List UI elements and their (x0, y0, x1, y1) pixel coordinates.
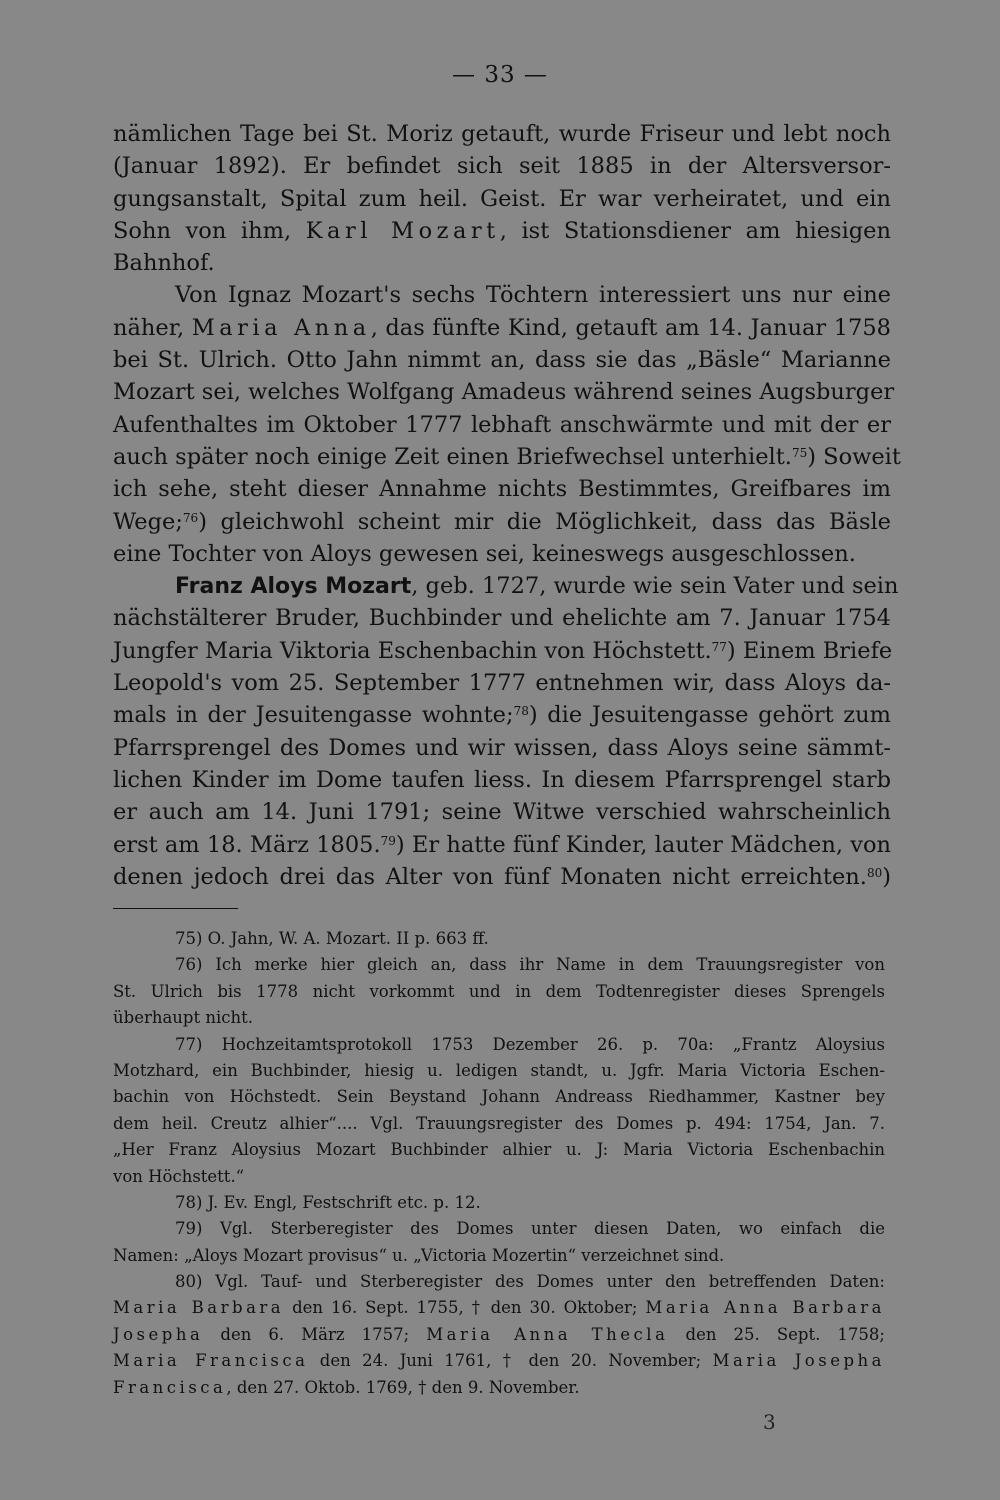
text-line: denen jedoch drei das Alter von fünf Monaten nicht erreichten.$^{80}$) (113, 863, 891, 890)
footnote-line: Namen: „Aloys Mozart provisus“ u. „Victoria Mozertin“ verzeichnet sind. (113, 1245, 725, 1265)
footnote-line: überhaupt nicht. (113, 1008, 254, 1028)
text-line: bei St. Ulrich. Otto Jahn nimmt an, dass sie das „Bäsle“ Marianne (113, 347, 891, 374)
signature-mark: 3 (763, 1410, 776, 1434)
text-line: auch später noch einige Zeit einen Briefwechsel unterhielt.$^{75}$) Soweit (113, 443, 901, 470)
text-line: (Januar 1892). Er befindet sich seit 1885 in der Altersversor- (113, 153, 891, 180)
text-line: Jungfer Maria Viktoria Eschenbachin von Höchstett.$^{77}$) Einem Briefe (113, 637, 893, 664)
footnote-ref: 80 (866, 865, 883, 880)
footnote-line: 75) O. Jahn, W. A. Mozart. II p. 663 ff. (175, 929, 489, 948)
text-line: lichen Kinder im Dome taufen liess. In diesem Pfarrsprengel starb (113, 766, 891, 793)
text-line: Von Ignaz Mozart's sechs Töchtern interessiert uns nur eine (175, 282, 891, 309)
spaced-name: Maria Anna Barbara (645, 1298, 885, 1318)
footnote-line: Francisca, den 27. Oktob. 1769, † den 9. November. (113, 1377, 580, 1397)
text-line: nächstälterer Bruder, Buchbinder und ehelichte am 7. Januar 1754 (113, 605, 891, 632)
footnote-line: 76) Ich merke hier gleich an, dass ihr Name in dem Trauungsregister von (175, 955, 885, 975)
text-line: nämlichen Tage bei St. Moriz getauft, wurde Friseur und lebt noch (113, 121, 891, 147)
spaced-name: Maria Anna Thecla (426, 1324, 669, 1344)
spaced-name: Josepha (113, 1324, 204, 1344)
text-line: erst am 18. März 1805.79) Er hatte fünf Kinder, lauter Mädchen, von (113, 831, 891, 858)
footnote-line: bachin von Höchstedt. Sein Beystand Johann Andreass Riedhammer, Kastner bey (113, 1087, 885, 1107)
footnote-line: 80) Vgl. Tauf- und Sterberegister des Domes unter den betreffenden Daten: (175, 1272, 885, 1292)
footnote-divider (113, 908, 238, 909)
footnote-line: dem heil. Creutz alhier“.... Vgl. Trauungsregister des Domes p. 494: 1754, Jan. 7. (113, 1113, 885, 1133)
footnote-line: St. Ulrich bis 1778 nicht vorkommt und in dem Todtenregister dieses Sprengels (113, 981, 885, 1001)
footnote-ref: 79 (380, 833, 396, 848)
footnote-line: „Her Franz Aloysius Mozart Buchbinder alhier u. J: Maria Victoria Eschenbachin (113, 1140, 885, 1160)
spaced-name: Maria Francisca (113, 1351, 309, 1371)
spaced-name: Maria Anna (191, 314, 371, 341)
footnotes (113, 926, 885, 1401)
text-line: Pfarrsprengel des Domes und wir wissen, dass Aloys seine sämmt- (113, 734, 891, 761)
text-line: gungsanstalt, Spital zum heil. Geist. Er war verheiratet, und ein (113, 185, 891, 212)
footnote-line: von Höchstett.“ (113, 1166, 245, 1186)
footnote-line: 78) J. Ev. Engl, Festschrift etc. p. 12. (175, 1192, 481, 1212)
bold-name: Franz Aloys Mozart (175, 574, 412, 600)
footnote-line: 77) Hochzeitamtsprotokoll 1753 Dezember 26. p. 70a: „Frantz Aloysius (175, 1034, 885, 1054)
text-line: Franz Aloys Mozart, geb. 1727, wurde wie sein Vater und sein (175, 573, 899, 600)
text-line: Sohn von ihm, Karl Mozart, ist Stationsdiener am hiesigen (113, 217, 891, 244)
footnote-line: Josepha den 6. März 1757; Maria Anna Thecla den 25. Sept. 1758; (113, 1324, 885, 1344)
text-line: er auch am 14. Juni 1791; seine Witwe verschied wahrscheinlich (113, 799, 891, 826)
footnote-line: Maria Francisca den 24. Juni 1761, † den 20. November; Maria Josepha (113, 1351, 885, 1371)
footnote-ref: 77 (711, 639, 727, 654)
text-line: näher, Maria Anna, das fünfte Kind, getauft am 14. Januar 1758 (113, 314, 891, 341)
text-line: Aufenthaltes im Oktober 1777 lebhaft anschwärmte und mit der er (113, 411, 891, 438)
text-line: Bahnhof. (113, 250, 215, 277)
main-text (113, 118, 901, 893)
spaced-name: Francisca (113, 1377, 227, 1397)
spaced-name: Maria Josepha (712, 1351, 885, 1371)
footnote-line: 79) Vgl. Sterberegister des Domes unter diesen Daten, wo einfach die (175, 1219, 885, 1239)
footnote-ref: 75 (791, 445, 808, 460)
text-line: Leopold's vom 25. September 1777 entnehmen wir, dass Aloys da- (113, 670, 891, 697)
text-line: Wege;$^{76}$) gleichwohl scheint mir die Möglichkeit, dass das Bäsle (113, 508, 891, 535)
footnote-line: Maria Barbara den 16. Sept. 1755, † den 30. Oktober; Maria Anna Barbara (113, 1298, 885, 1318)
page-number: — 33 — (452, 62, 548, 88)
footnote-ref: 78 (513, 704, 529, 719)
footnote-ref: 76 (182, 510, 199, 525)
spaced-name: Maria Barbara (113, 1298, 285, 1318)
spaced-name: Karl Mozart (305, 217, 500, 244)
text-line: Mozart sei, welches Wolfgang Amadeus während seines Augsburger (113, 379, 895, 406)
text-line: ich sehe, steht dieser Annahme nichts Bestimmtes, Greifbares im (113, 476, 891, 503)
text-line: eine Tochter von Aloys gewesen sei, keineswegs ausgeschlossen. (113, 540, 856, 567)
footnote-line: Motzhard, ein Buchbinder, hiesig u. ledigen standt, u. Jgfr. Maria Victoria Eschen- (113, 1060, 885, 1080)
text-line: mals in der Jesuitengasse wohnte;$^{78}$) die Jesuitengasse gehört zum (113, 702, 891, 729)
